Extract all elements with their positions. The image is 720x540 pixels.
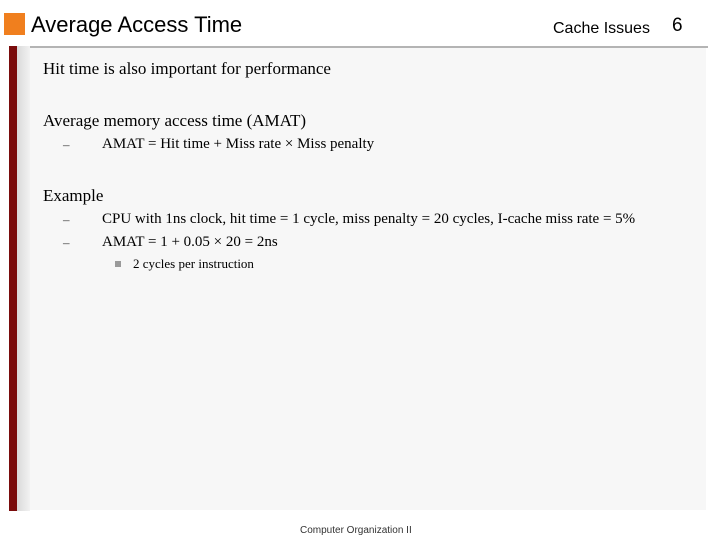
content-panel [30,48,706,510]
section-title: Cache Issues [553,20,650,37]
title-accent-square [4,13,25,35]
example-amat-calc: AMAT = 1 + 0.05 × 20 = 2ns [102,234,278,250]
left-accent-bar [9,46,17,511]
left-shadow-strip [17,46,30,511]
dash-bullet-icon: – [63,137,70,152]
square-bullet-icon [115,261,121,267]
bullet-amat: Average memory access time (AMAT) [43,111,307,130]
page-number: 6 [672,15,683,36]
dash-bullet-icon: – [63,235,70,250]
amat-formula: AMAT = Hit time + Miss rate × Miss penalty [102,136,375,152]
cycles-per-instruction: 2 cycles per instruction [133,256,254,271]
footer-course-name: Computer Organization II [300,525,412,536]
bullet-hit-time: Hit time is also important for performance [43,59,331,78]
bullet-example: Example [43,186,104,205]
dash-bullet-icon: – [63,212,70,227]
slide-title: Average Access Time [31,12,243,37]
example-cpu: CPU with 1ns clock, hit time = 1 cycle, miss penalty = 20 cycles, I-cache miss rate = 5% [102,211,636,227]
